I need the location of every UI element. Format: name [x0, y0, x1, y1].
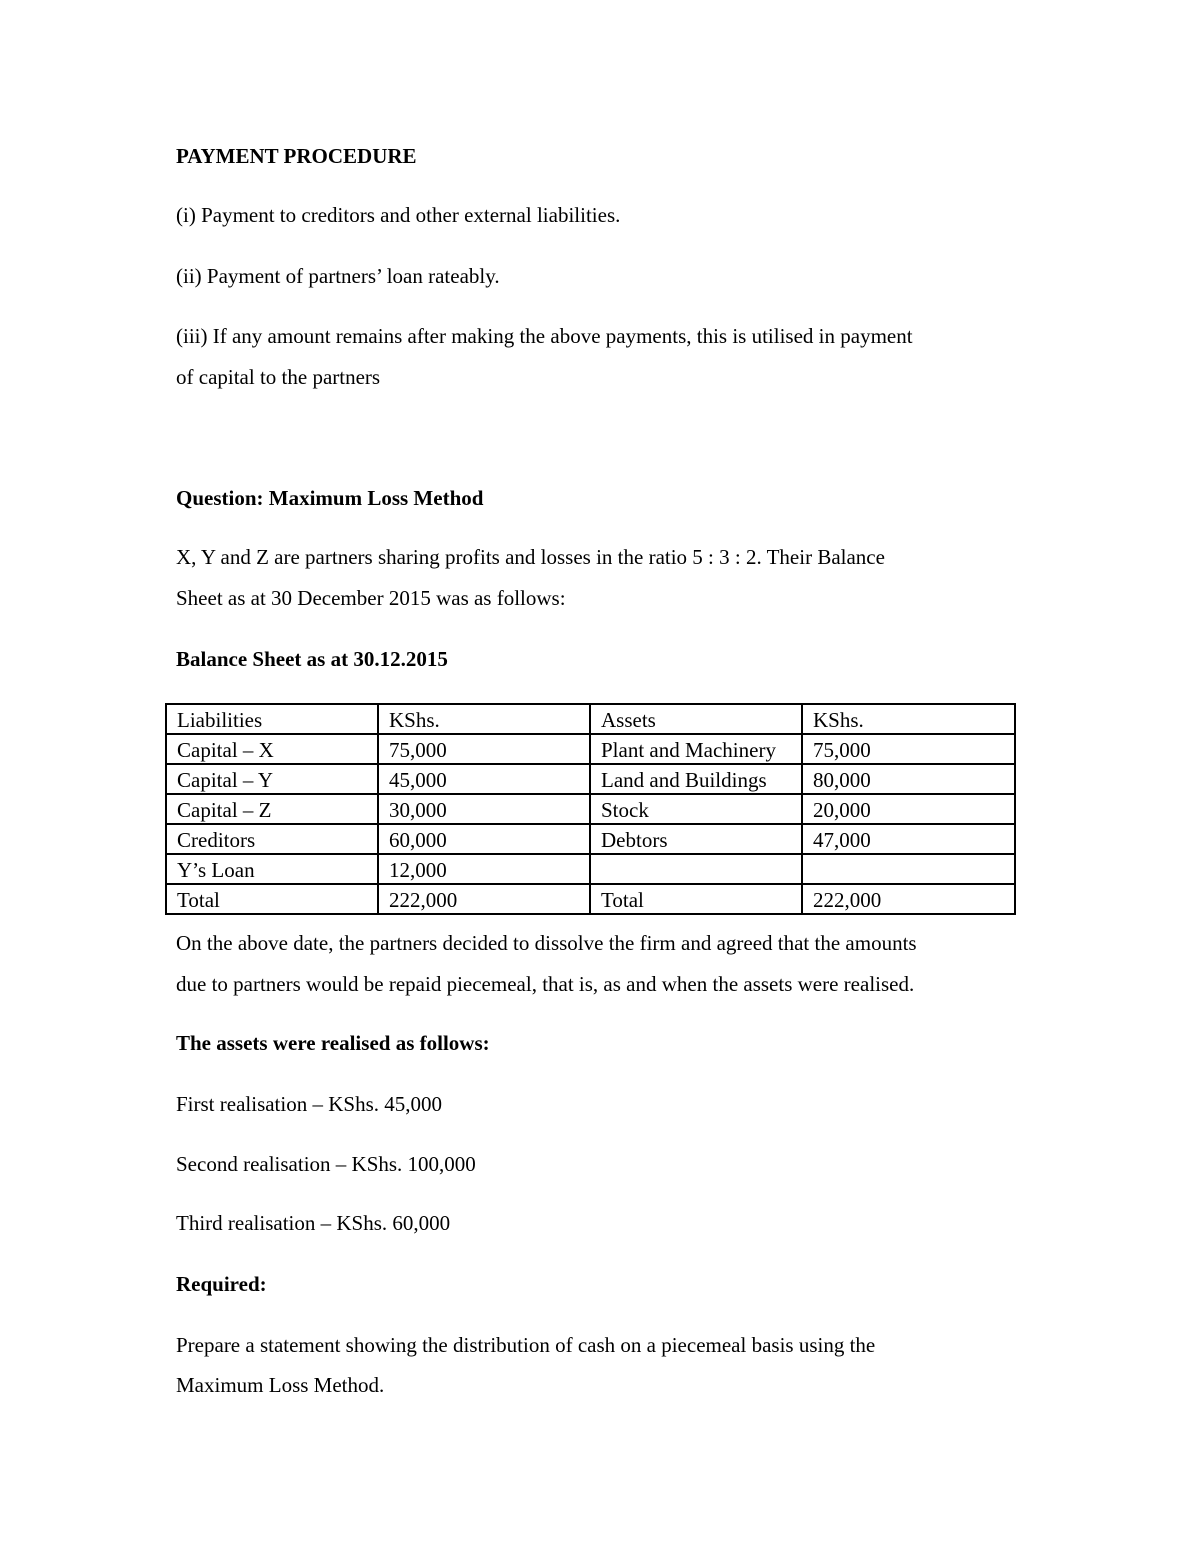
table-cell: Plant and Machinery [590, 734, 802, 764]
header-liabilities-amount: KShs. [378, 704, 590, 734]
table-cell: Land and Buildings [590, 764, 802, 794]
table-cell: Debtors [590, 824, 802, 854]
realisation-item-2: Second realisation – KShs. 100,000 [176, 1152, 476, 1176]
table-row [166, 734, 1015, 764]
procedure-item-2: (ii) Payment of partners’ loan rateably. [176, 264, 500, 288]
balance-sheet-title: Balance Sheet as at 30.12.2015 [176, 647, 448, 671]
header-assets-amount: KShs. [802, 704, 1015, 734]
table-cell: 45,000 [378, 764, 590, 794]
table-cell: Capital – X [166, 734, 378, 764]
realisation-item-1: First realisation – KShs. 45,000 [176, 1092, 442, 1116]
table-cell: 222,000 [378, 884, 590, 914]
required-heading: Required: [176, 1272, 267, 1296]
procedure-item-1: (i) Payment to creditors and other external liabilities. [176, 203, 621, 227]
question-intro-line-2: Sheet as at 30 December 2015 was as follows: [176, 586, 566, 610]
required-line-2: Maximum Loss Method. [176, 1373, 385, 1397]
dissolution-line-2: due to partners would be repaid piecemeal, that is, as and when the assets were realised. [176, 972, 915, 996]
table-row [166, 824, 1015, 854]
required-line-1: Prepare a statement showing the distribution of cash on a piecemeal basis using the [176, 1333, 876, 1357]
table-row [166, 764, 1015, 794]
payment-procedure-heading: PAYMENT PROCEDURE [176, 144, 417, 168]
table-cell: 20,000 [802, 794, 1015, 824]
realisation-heading: The assets were realised as follows: [176, 1031, 490, 1055]
table-cell: 47,000 [802, 824, 1015, 854]
dissolution-line-1: On the above date, the partners decided to dissolve the firm and agreed that the amounts [176, 931, 917, 955]
table-cell: Total [590, 884, 802, 914]
table-cell: Total [166, 884, 378, 914]
table-cell: 60,000 [378, 824, 590, 854]
table-cell: 222,000 [802, 884, 1015, 914]
realisation-item-3: Third realisation – KShs. 60,000 [176, 1211, 451, 1235]
table-cell: 12,000 [378, 854, 590, 884]
table-cell: Capital – Z [166, 794, 378, 824]
balance-sheet-table [165, 703, 1016, 915]
table-cell: Capital – Y [166, 764, 378, 794]
procedure-item-3: (iii) If any amount remains after making the above payments, this is utilised in payment [176, 324, 913, 348]
question-heading: Question: Maximum Loss Method [176, 486, 484, 510]
header-liabilities: Liabilities [166, 704, 378, 734]
table-cell [802, 854, 1015, 884]
table-cell [590, 854, 802, 884]
table-cell: Creditors [166, 824, 378, 854]
question-intro-line-1: X, Y and Z are partners sharing profits and losses in the ratio 5 : 3 : 2. Their Balance [176, 545, 885, 569]
table-cell: 75,000 [802, 734, 1015, 764]
table-total-row [166, 884, 1015, 914]
table-header-row [166, 704, 1015, 734]
table-cell: Y’s Loan [166, 854, 378, 884]
table-cell: Stock [590, 794, 802, 824]
table-row [166, 854, 1015, 884]
table-cell: 80,000 [802, 764, 1015, 794]
table-cell: 30,000 [378, 794, 590, 824]
table-cell: 75,000 [378, 734, 590, 764]
table-row [166, 794, 1015, 824]
procedure-item-3-continuation: of capital to the partners [176, 365, 381, 389]
header-assets: Assets [590, 704, 802, 734]
